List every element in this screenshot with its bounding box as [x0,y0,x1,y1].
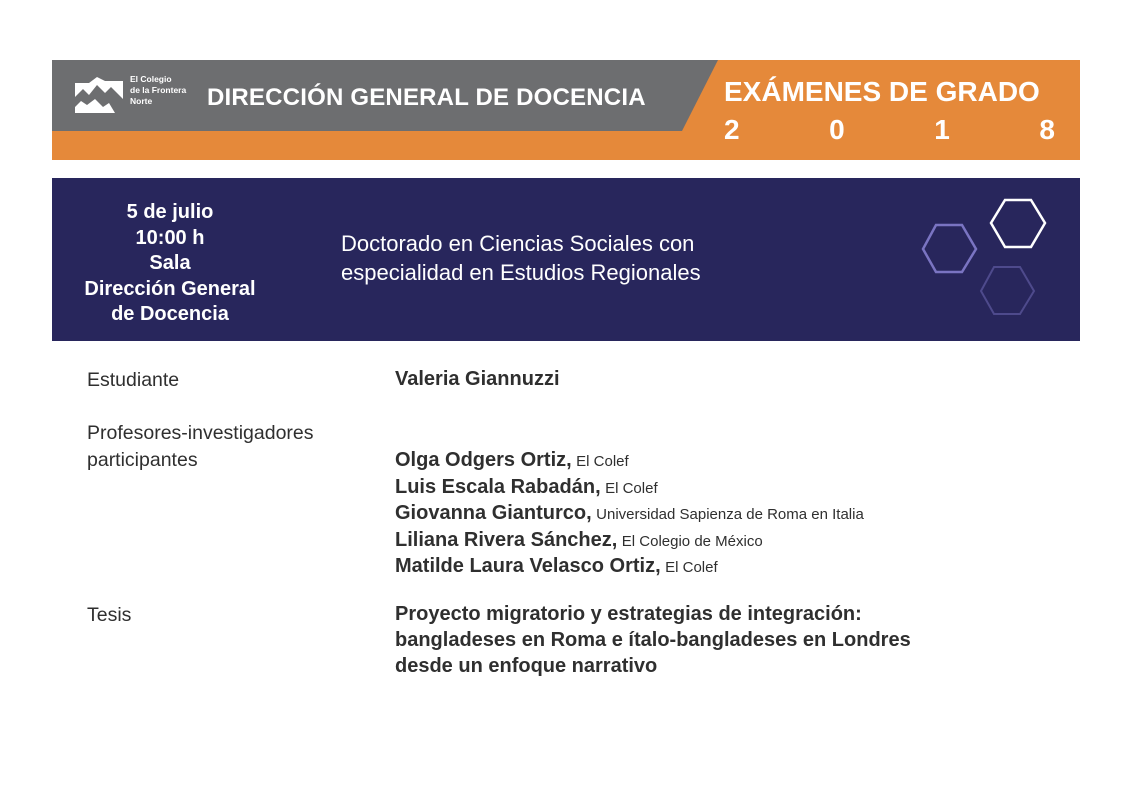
program-line: Doctorado en Ciencias Sociales con [341,231,695,256]
logo-line: Norte [130,96,153,106]
thesis-title-line: bangladeses en Roma e ítalo-bangladeses en Londres [395,629,911,651]
professor-item [395,448,864,475]
logo-text [130,74,186,107]
student-label: Estudiante [87,369,180,391]
logo-line: de la Frontera [130,85,187,95]
year-digit: 1 [934,114,950,145]
event-band [52,178,1080,341]
event-date: 5 de julio [126,201,214,223]
logo-line: El Colegio [130,74,172,84]
professor-affiliation: El Colef [576,453,629,470]
header-banner [52,60,1080,160]
year-digit: 2 [724,114,740,145]
professors-label [87,420,314,474]
professor-item [395,528,864,555]
program-name [341,229,701,287]
year-digit: 0 [829,114,845,145]
professor-affiliation: El Colegio de México [621,532,763,550]
professor-name: Liliana Rivera Sánchez, [395,528,618,551]
professor-affiliation: El Colef [665,559,718,576]
program-line: especialidad en Estudios Regionales [341,260,701,285]
thesis-title-line: desde un enfoque narrativo [395,655,658,677]
colef-logo-icon [75,75,123,113]
event-room-line2: de Docencia [111,303,229,325]
event-info [52,200,288,328]
professor-item [395,475,864,502]
professor-name: Matilde Laura Velasco Ortiz, [395,555,661,577]
exam-title: EXÁMENES DE GRADO [724,76,1040,107]
professor-affiliation: El Colef [605,479,658,497]
professor-name: Giovanna Gianturco, [395,502,592,524]
event-room-label: Sala [149,252,191,274]
event-time: 10:00 h [135,226,205,249]
professors-label-line: participantes [87,449,198,471]
professors-list [395,448,864,581]
professor-affiliation: Universidad Sapienza de Roma en Italia [596,506,864,523]
thesis-title [395,601,911,679]
hexagon-decoration-icon [912,192,1072,322]
student-name-text: Valeria Giannuzzi [395,368,560,390]
thesis-title-line: Proyecto migratorio y estrategias de integración: [395,603,862,625]
exam-year [724,114,1055,146]
thesis-label: Tesis [87,604,132,626]
event-room-line1: Dirección General [84,277,256,300]
header-title: DIRECCIÓN GENERAL DE DOCENCIA [207,84,646,111]
year-digit: 8 [1039,114,1055,145]
professor-name: Olga Odgers Ortiz, [395,449,572,471]
professor-item [395,501,864,528]
professor-item [395,554,864,581]
professor-name: Luis Escala Rabadán, [395,475,601,498]
professors-label-line: Profesores-investigadores [87,422,314,444]
student-name [395,367,560,393]
